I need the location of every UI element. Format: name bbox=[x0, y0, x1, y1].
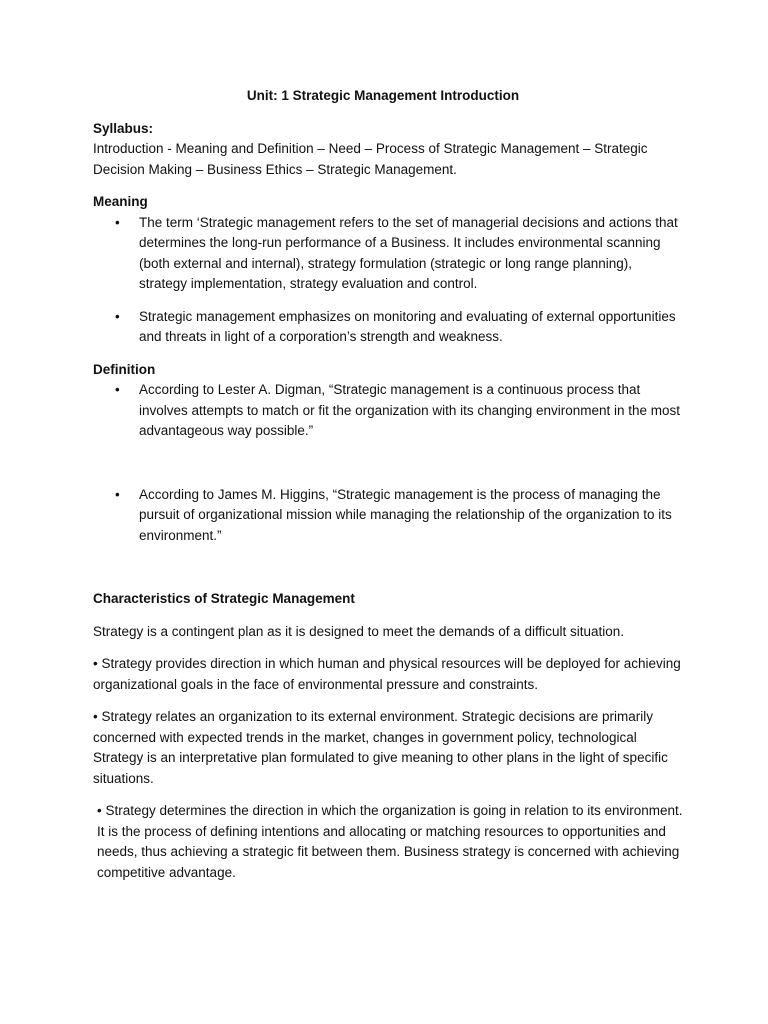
definition-item bbox=[93, 380, 683, 442]
meaning-list bbox=[93, 213, 683, 348]
meaning-item-text: Strategic management emphasizes on monitoring and evaluating of external opportunities and threats in light of a corporation’s strength and weakness. bbox=[139, 308, 676, 344]
definition-list bbox=[93, 380, 683, 546]
definition-item-text: According to James M. Higgins, “Strategic management is the process of managing the pursuit of organizational mission while managing the relationship of the organization to its environment.” bbox=[139, 486, 672, 543]
meaning-item-text: The term ‘Strategic management refers to the set of managerial decisions and actions that determines the long-run performance of a Business. It includes environmental scanning (both external and internal), strategy formulation (strategic or long range planning), strategy implementation, strategy evaluation and control. bbox=[139, 214, 678, 291]
definition-heading: Definition bbox=[93, 361, 156, 377]
characteristics-intro: Strategy is a contingent plan as it is designed to meet the demands of a difficult situation. bbox=[93, 623, 625, 639]
characteristics-paragraph: • Strategy determines the direction in which the organization is going in relation to its environment. It is the process of defining intentions and allocating or matching resources to opportunities and needs, thus achieving a strategic fit between them. Business strategy is concerned with achieving competitive advantage. bbox=[97, 803, 683, 880]
characteristics-paragraph: • Strategy relates an organization to its external environment. Strategic decisions are primarily concerned with expected trends in the market, changes in government policy, technological Strategy is an interpretative plan formulated to give meaning to other plans in the light of specific situations. bbox=[93, 709, 668, 786]
characteristics-heading: Characteristics of Strategic Management bbox=[93, 591, 355, 606]
definition-item bbox=[93, 485, 683, 547]
bullet-icon: • bbox=[115, 382, 120, 397]
syllabus-text: Introduction - Meaning and Definition – Need – Process of Strategic Management – Strategic Decision Making – Business Ethics – Strategic Management. bbox=[93, 141, 648, 177]
syllabus-heading: Syllabus: bbox=[93, 120, 154, 136]
meaning-item bbox=[93, 307, 683, 348]
meaning-heading: Meaning bbox=[93, 194, 148, 209]
definition-item-text: According to Lester A. Digman, “Strategic management is a continuous process that involves attempts to match or fit the organization with its changing environment in the most advantageous way possible.” bbox=[139, 382, 681, 438]
bullet-icon: • bbox=[115, 486, 120, 502]
document-body bbox=[93, 86, 683, 883]
meaning-item bbox=[93, 213, 683, 295]
bullet-icon: • bbox=[115, 308, 120, 324]
characteristics-paragraph: • Strategy provides direction in which human and physical resources will be deployed for achieving organizational goals in the face of environmental pressure and constraints. bbox=[93, 656, 681, 692]
document-title: Unit: 1 Strategic Management Introduction bbox=[246, 88, 520, 103]
bullet-icon: • bbox=[115, 214, 120, 230]
